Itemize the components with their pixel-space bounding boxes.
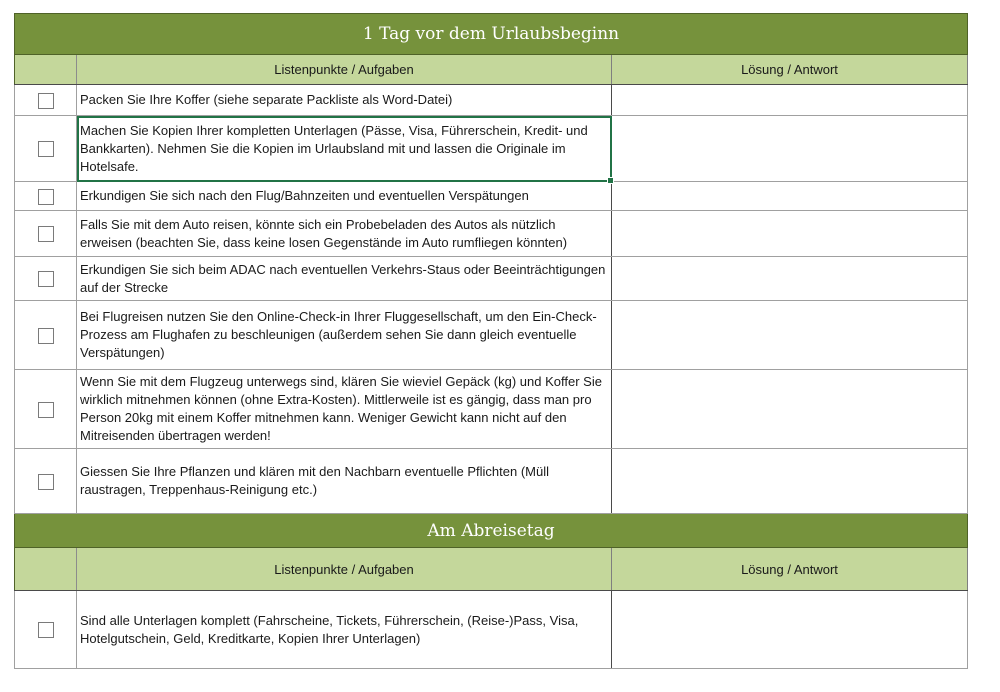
- answer-cell[interactable]: [612, 257, 968, 301]
- section-title[interactable]: Am Abreisetag: [15, 514, 968, 548]
- checkbox-cell[interactable]: [15, 116, 77, 182]
- section-title[interactable]: 1 Tag vor dem Urlaubsbeginn: [15, 14, 968, 55]
- checkbox-cell[interactable]: [15, 182, 77, 211]
- table-row: [15, 182, 968, 211]
- table-row: [15, 449, 968, 514]
- checkbox-cell[interactable]: [15, 591, 77, 669]
- task-cell[interactable]: Sind alle Unterlagen komplett (Fahrscheine, Tickets, Führerschein, (Reise-)Pass, Visa, Hotelgutschein, Geld, Kreditkarte, Kopien Ihrer Unterlagen): [77, 591, 612, 669]
- table-row: [15, 257, 968, 301]
- task-cell[interactable]: Wenn Sie mit dem Flugzeug unterwegs sind, klären Sie wieviel Gepäck (kg) und Koffer Sie wirklich mitnehmen können (ohne Extra-Kosten). Mittlerweile ist es gängig, dass man pro Person 20kg mit einem Koffer mitnehmen kann. Weniger Gewicht kann nicht auf den Mitreisenden übertragen werden!: [77, 370, 612, 449]
- answer-cell[interactable]: [612, 85, 968, 116]
- tasks-header[interactable]: Listenpunkte / Aufgaben: [77, 548, 612, 591]
- table-row: [15, 591, 968, 669]
- column-header-row: [15, 548, 968, 591]
- answer-cell[interactable]: [612, 301, 968, 370]
- section-title-row: [15, 14, 968, 55]
- task-cell-selected[interactable]: [77, 116, 612, 182]
- answer-cell[interactable]: [612, 211, 968, 257]
- task-cell[interactable]: Bei Flugreisen nutzen Sie den Online-Check-in Ihrer Fluggesellschaft, um den Ein-Check-Prozess am Flughafen zu beschleunigen (außerdem sehen Sie dann gleich eventuelle Verspätungen): [77, 301, 612, 370]
- checkbox[interactable]: [38, 622, 54, 638]
- section-title-row: [15, 514, 968, 548]
- answer-header[interactable]: Lösung / Antwort: [612, 548, 968, 591]
- checkbox[interactable]: [38, 474, 54, 490]
- checkbox-cell[interactable]: [15, 211, 77, 257]
- column-header-row: [15, 55, 968, 85]
- checkbox-header-cell[interactable]: [15, 548, 77, 591]
- checkbox-header-cell[interactable]: [15, 55, 77, 85]
- task-cell[interactable]: Falls Sie mit dem Auto reisen, könnte sich ein Probebeladen des Autos als nützlich erweisen (beachten Sie, dass keine losen Gegenstände im Auto rumfliegen könnten): [77, 211, 612, 257]
- table-row: [15, 85, 968, 116]
- table-row: [15, 116, 968, 182]
- task-cell[interactable]: Giessen Sie Ihre Pflanzen und klären mit den Nachbarn eventuelle Pflichten (Müll raustragen, Treppenhaus-Reinigung etc.): [77, 449, 612, 514]
- checkbox-cell[interactable]: [15, 370, 77, 449]
- table-row: [15, 301, 968, 370]
- checkbox[interactable]: [38, 93, 54, 109]
- answer-cell[interactable]: [612, 370, 968, 449]
- checkbox[interactable]: [38, 271, 54, 287]
- task-cell[interactable]: Erkundigen Sie sich nach den Flug/Bahnzeiten und eventuellen Verspätungen: [77, 182, 612, 211]
- checkbox[interactable]: [38, 226, 54, 242]
- fill-handle[interactable]: [607, 177, 614, 184]
- checklist-sheet: [14, 13, 967, 669]
- answer-cell[interactable]: [612, 591, 968, 669]
- checkbox-cell[interactable]: [15, 449, 77, 514]
- checkbox-cell[interactable]: [15, 257, 77, 301]
- checkbox[interactable]: [38, 402, 54, 418]
- answer-cell[interactable]: [612, 449, 968, 514]
- answer-cell[interactable]: [612, 182, 968, 211]
- task-cell[interactable]: Erkundigen Sie sich beim ADAC nach eventuellen Verkehrs-Staus oder Beeinträchtigungen auf der Strecke: [77, 257, 612, 301]
- tasks-header[interactable]: Listenpunkte / Aufgaben: [77, 55, 612, 85]
- checkbox-cell[interactable]: [15, 85, 77, 116]
- checklist-table: [14, 13, 968, 669]
- table-row: [15, 370, 968, 449]
- table-row: [15, 211, 968, 257]
- answer-header[interactable]: Lösung / Antwort: [612, 55, 968, 85]
- task-text: Machen Sie Kopien Ihrer kompletten Unterlagen (Pässe, Visa, Führerschein, Kredit- und Bankkarten). Nehmen Sie die Kopien im Urlaubsland mit und lassen die Originale im Hotelsafe.: [80, 122, 588, 174]
- checkbox[interactable]: [38, 189, 54, 205]
- checkbox[interactable]: [38, 141, 54, 157]
- checkbox-cell[interactable]: [15, 301, 77, 370]
- task-cell[interactable]: Packen Sie Ihre Koffer (siehe separate Packliste als Word-Datei): [77, 85, 612, 116]
- checkbox[interactable]: [38, 328, 54, 344]
- answer-cell[interactable]: [612, 116, 968, 182]
